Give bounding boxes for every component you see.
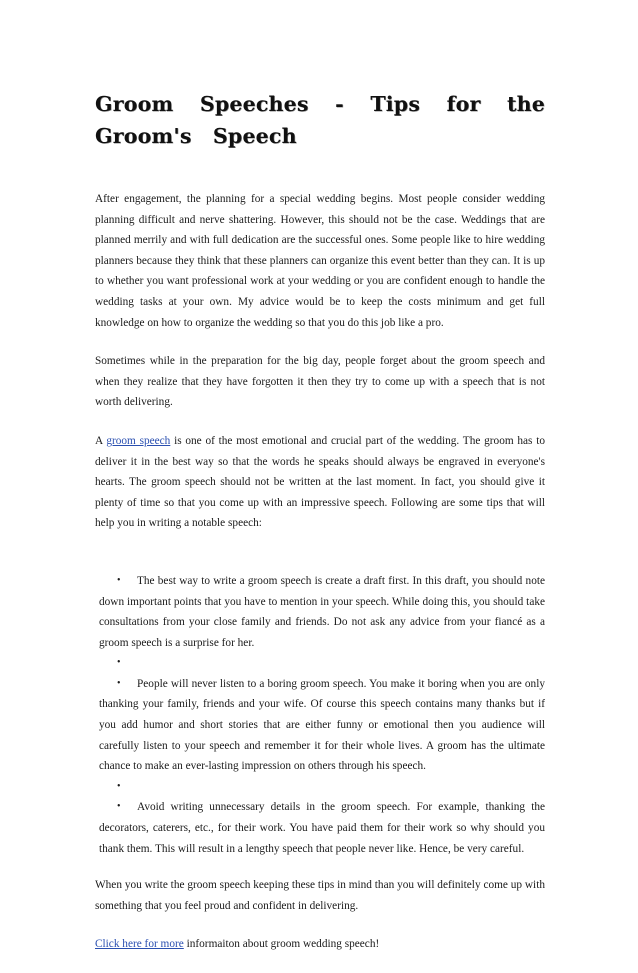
document-title: Groom Speeches - Tips for the Groom's Speech bbox=[95, 92, 545, 148]
list-item bbox=[95, 674, 545, 777]
bullet-icon: • bbox=[117, 780, 121, 792]
list-item-empty bbox=[95, 777, 545, 798]
bullet-icon: • bbox=[117, 657, 121, 669]
paragraph-groom-speech-importance bbox=[95, 431, 545, 534]
list-item bbox=[95, 571, 545, 653]
paragraph-footer bbox=[95, 934, 545, 955]
intro-suffix: is one of the most emotional and crucial part of the wedding. The groom has to deliver it in the best way so that the words he speaks should always be engraved in everyone's hearts. The groom speech should not be written at the last moment. In fact, you should give it plenty of time so that you come up with an impressive speech. Following are some tips that will help you in writing a notable speech: bbox=[95, 434, 546, 530]
footer-suffix: informaiton about groom wedding speech! bbox=[183, 938, 380, 951]
tip-text: The best way to write a groom speech is create a draft first. In this draft, you should note down important points that you have to mention in your speech. While doing this, you should take consultations from your close family and friends. Do not ask any advice from your fiancé as a groom speech is a surprise for her. bbox=[99, 574, 545, 649]
bullet-icon: • bbox=[117, 801, 121, 813]
paragraph-closing: When you write the groom speech keeping these tips in mind than you will definitely come up with something that you feel proud and confident in delivering. bbox=[95, 879, 545, 912]
document-page bbox=[95, 88, 545, 973]
tip-text: People will never listen to a boring groom speech. You make it boring when you are only thanking your family, friends and your wife. Of course this speech contains many thanks but if you add humor and short stories that are either funny or emotional then you audience will carefully listen to your speech and remember it for their whole lives. A groom has the ultimate chance to make an ever-lasting impression on others through his speech. bbox=[99, 677, 545, 773]
bullet-icon: • bbox=[117, 677, 121, 689]
paragraph-forget-speech: Sometimes while in the preparation for the big day, people forget about the groom speech and when they realize that they have forgotten it then they try to come up with a speech that is not worth delivering. bbox=[95, 355, 545, 409]
list-item-empty bbox=[95, 653, 545, 674]
paragraph-intro-planning: After engagement, the planning for a special wedding begins. Most people consider wedding planning difficult and nerve shattering. However, this should not be the case. Weddings that are planned merrily and with full dedication are the successful ones. Some people like to hire wedding planners because they think that these planners can organize this event better than they can. It is up to whether you want professional work at your wedding or you are confident enough to handle the wedding tasks at your own. My advice would be to keep the costs minimum and get full knowledge on how to organize the wedding so that you do this job like a pro. bbox=[95, 193, 545, 329]
groom-speech-link[interactable]: groom speech bbox=[106, 434, 171, 447]
tips-list bbox=[95, 571, 545, 859]
tip-text: Avoid writing unnecessary details in the groom speech. For example, thanking the decorators, caterers, etc., for their work. You have paid them for their work so why should you thank them. This will result in a lengthy speech that people never like. Hence, be very careful. bbox=[99, 801, 545, 855]
click-here-link[interactable]: Click here for more bbox=[95, 938, 184, 951]
bullet-icon: • bbox=[117, 574, 121, 586]
intro-prefix: A bbox=[95, 434, 107, 447]
list-item bbox=[95, 797, 545, 859]
